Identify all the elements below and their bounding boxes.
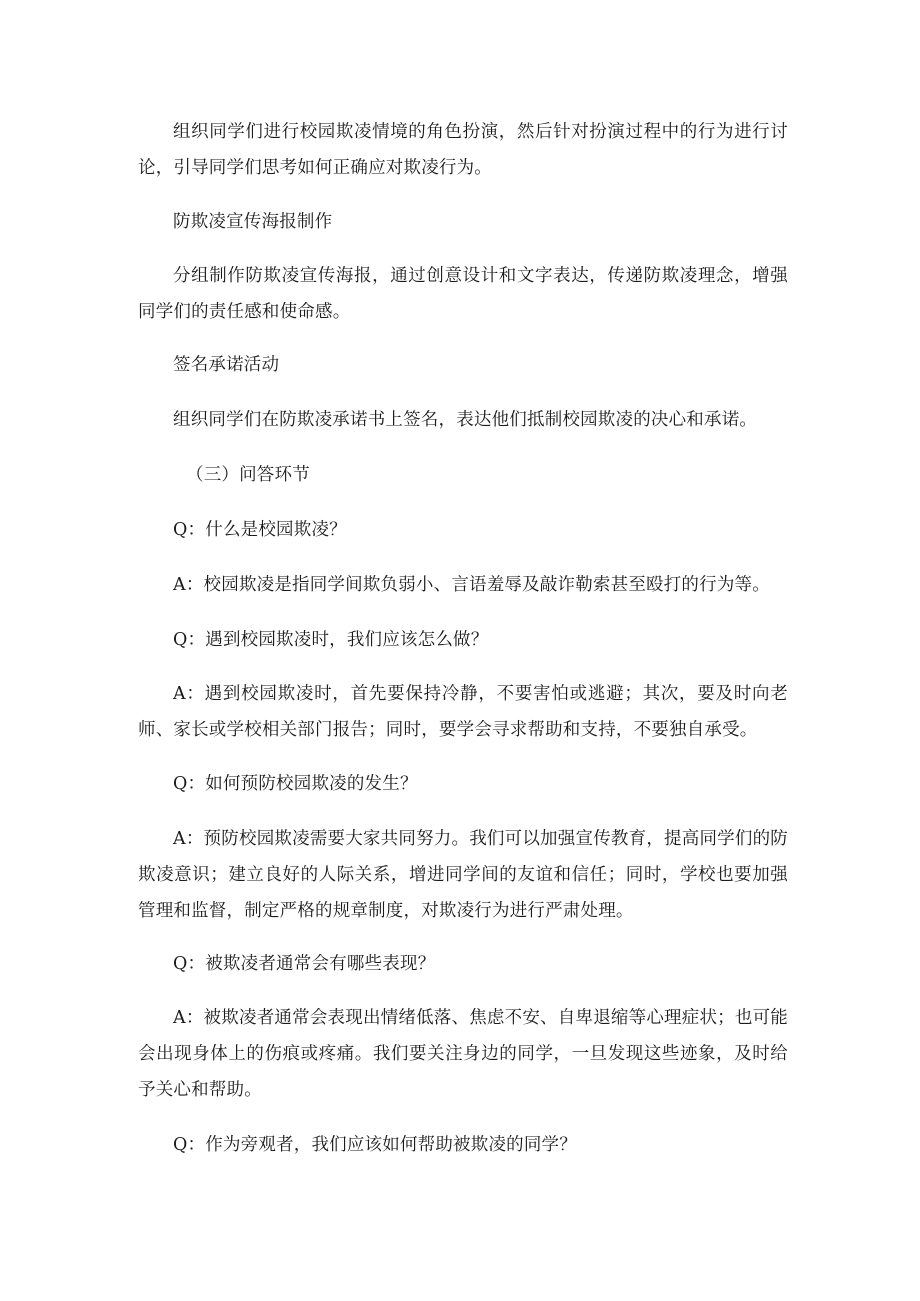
answer-4: A：被欺凌者通常会表现出情绪低落、焦虑不安、自卑退缩等心理症状；也可能会出现身体上的伤痕或疼痛。我们要关注身边的同学，一旦发现这些迹象，及时给予关心和帮助。 (138, 1008, 788, 1100)
heading-poster-making: 防欺凌宣传海报制作 (173, 212, 333, 232)
question-1: Q：什么是校园欺凌？ (173, 520, 347, 540)
question-3: Q：如何预防校园欺凌的发生？ (173, 774, 418, 794)
answer-1: A：校园欺凌是指同学间欺负弱小、言语羞辱及敲诈勒索甚至殴打的行为等。 (173, 575, 770, 595)
answer-3: A：预防校园欺凌需要大家共同努力。我们可以加强宣传教育，提高同学们的防欺凌意识；建立良好的人际关系，增进同学间的友谊和信任；同时，学校也要加强管理和监督，制定严格的规章制度，对欺凌行为进行严肃处理。 (138, 829, 788, 921)
heading-signature-pledge: 签名承诺活动 (173, 355, 280, 375)
section-heading-qa: （三）问答环节 (186, 465, 310, 485)
paragraph-role-play: 组织同学们进行校园欺凌情境的角色扮演，然后针对扮演过程中的行为进行讨论，引导同学们思考如何正确应对欺凌行为。 (138, 122, 788, 178)
question-2: Q：遇到校园欺凌时，我们应该怎么做？ (173, 630, 489, 650)
paragraph-poster-making: 分组制作防欺凌宣传海报，通过创意设计和文字表达，传递防欺凌理念，增强同学们的责任感和使命感。 (138, 266, 788, 322)
question-4: Q：被欺凌者通常会有哪些表现？ (173, 954, 436, 974)
answer-2: A：遇到校园欺凌时，首先要保持冷静，不要害怕或逃避；其次，要及时向老师、家长或学校相关部门报告；同时，要学会寻求帮助和支持，不要独自承受。 (138, 684, 788, 740)
paragraph-signature-pledge: 组织同学们在防欺凌承诺书上签名，表达他们抵制校园欺凌的决心和承诺。 (173, 410, 758, 430)
question-5: Q：作为旁观者，我们应该如何帮助被欺凌的同学？ (173, 1135, 577, 1155)
